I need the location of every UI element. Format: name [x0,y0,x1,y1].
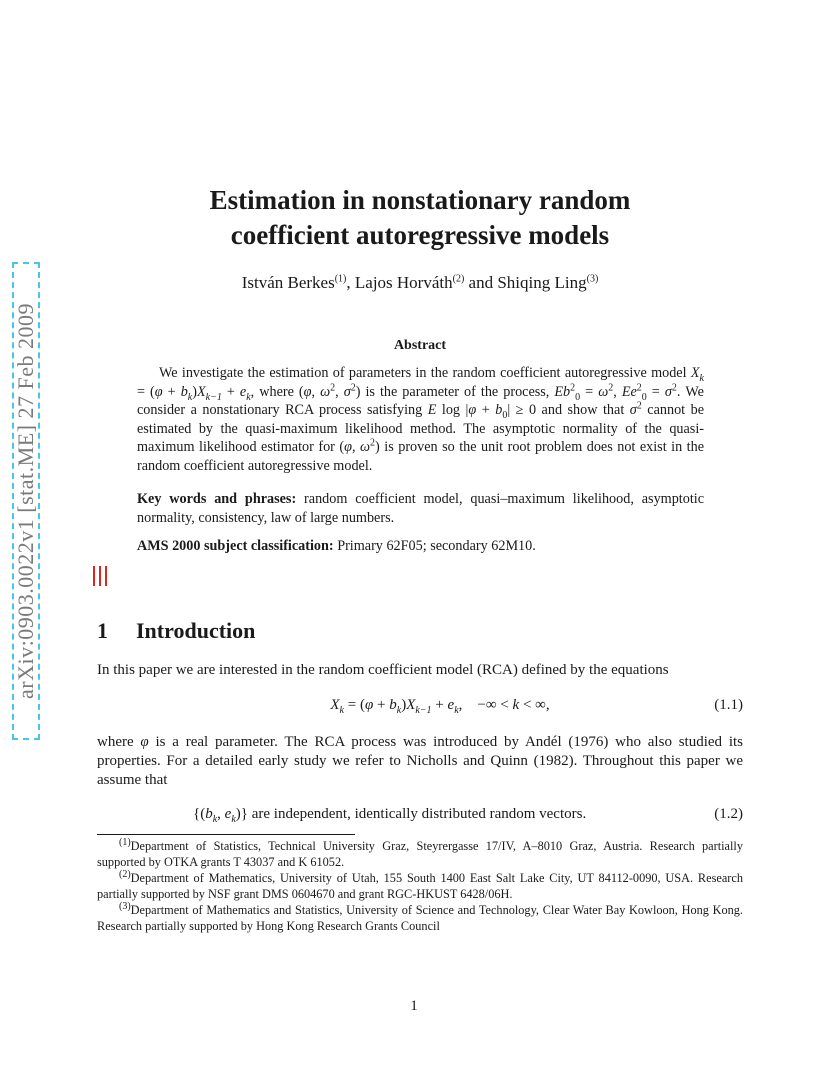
intro-sentence: In this paper we are interested in the random coefficient model (RCA) defined by the equations [97,662,669,678]
ams-classification [137,537,704,556]
author-name: Shiqing Ling [497,273,587,292]
author-affiliation-mark: (2) [452,273,465,285]
section-title: Introduction [136,618,256,643]
footnotes [97,838,743,934]
intro-paragraph: where φ is a real parameter. The RCA process was introduced by Andél (1976) who also studied its properties. For a detailed early study we refer to Nicholls and Quinn (1982). Throughout this paper we assume that [97,734,743,788]
keywords-paragraph [137,490,704,527]
keywords-label: Key words and phrases: [137,491,297,507]
footnote-mark: (1) [119,836,131,848]
arxiv-sidebar-stamp[interactable] [12,262,40,740]
equation-number: (1.2) [714,806,743,822]
section-heading [97,618,255,644]
author-affiliation-mark: (3) [586,273,599,285]
footnote-mark: (2) [119,868,131,880]
author-name: Lajos Horváth [354,273,453,292]
paper-title [100,183,740,253]
red-margin-mark [93,566,107,586]
footnote-mark: (3) [119,900,131,912]
title-line-1: Estimation in nonstationary random [209,185,631,215]
title-line-2: coefficient autoregressive models [230,220,610,250]
footnote-divider [97,834,355,835]
ams-text: Primary 62F05; secondary 62M10. [337,538,536,554]
footnote-text: Department of Mathematics, University of Utah, 155 South 1400 East Salt Lake City, UT 84112-0090, USA. Research partially supported by NSF grant DMS 0604670 and grant RGC-HKUST 6428/06H. [97,871,743,901]
section-number: 1 [97,618,108,643]
keywords-text: random coefficient model, quasi–maximum likelihood, asymptotic normality, consistency, law of large numbers. [137,491,705,526]
equation-text: are independent, identically distributed random vectors. [251,806,587,822]
ams-label: AMS 2000 subject classification: [137,538,334,554]
arxiv-id-label: arXiv:0903.0022v1 [stat.ME] 27 Feb 2009 [13,303,38,699]
abstract-body: We investigate the estimation of parameters in the random coefficient autoregressive model $X_k = (\varphi + b_k)X_{k-1} + e_k$, where (φ, $\omega^2$, $\sigma^2$) is the parameter of the process, $Eb^2_0 = \omega^2$, $Ee^2_0 = \sigma^2$. We consider a nonstationary RCA process satisfying E $\log |\varphi + b_0| \ge 0$ and show that $\sigma^2$ cannot be estimated by the quasi-maximum likelihood method. The asymptotic normality of the quasi-maximum likelihood estimator for (φ, $\omega^2$) is proven so the unit root problem does not exist in the random coefficient autoregressive model. [137,365,704,474]
equation-number: (1.1) [714,697,743,713]
author-separator: and [464,273,498,292]
author-separator: , [346,273,355,292]
footnote-text: Department of Statistics, Technical University Graz, Steyrergasse 17/IV, A–8010 Graz, Austria. Research partially supported by OTKA grants T 43037 and K 61052. [97,839,743,869]
footnote-text: Department of Mathematics and Statistics, University of Science and Technology, Clear Water Bay Kowloon, Hong Kong. Research partially supported by Hong Kong Research Grants Council [97,903,743,933]
abstract-heading: Abstract [393,338,447,353]
equation-body: {($b_k$, $e_k$)} are independent, identically distributed random vectors. [193,806,587,825]
equation-body: $X_k = (\varphi + b_k)X_{k-1} + e_k$, −∞ < k < ∞, [330,697,550,716]
footnote-2 [97,870,743,902]
author-name: István Berkes [241,273,335,292]
author-affiliation-mark: (1) [334,273,347,285]
author-list [100,273,740,293]
footnote-3 [97,902,743,934]
page-number: 1 [410,998,418,1014]
footnote-1 [97,838,743,870]
